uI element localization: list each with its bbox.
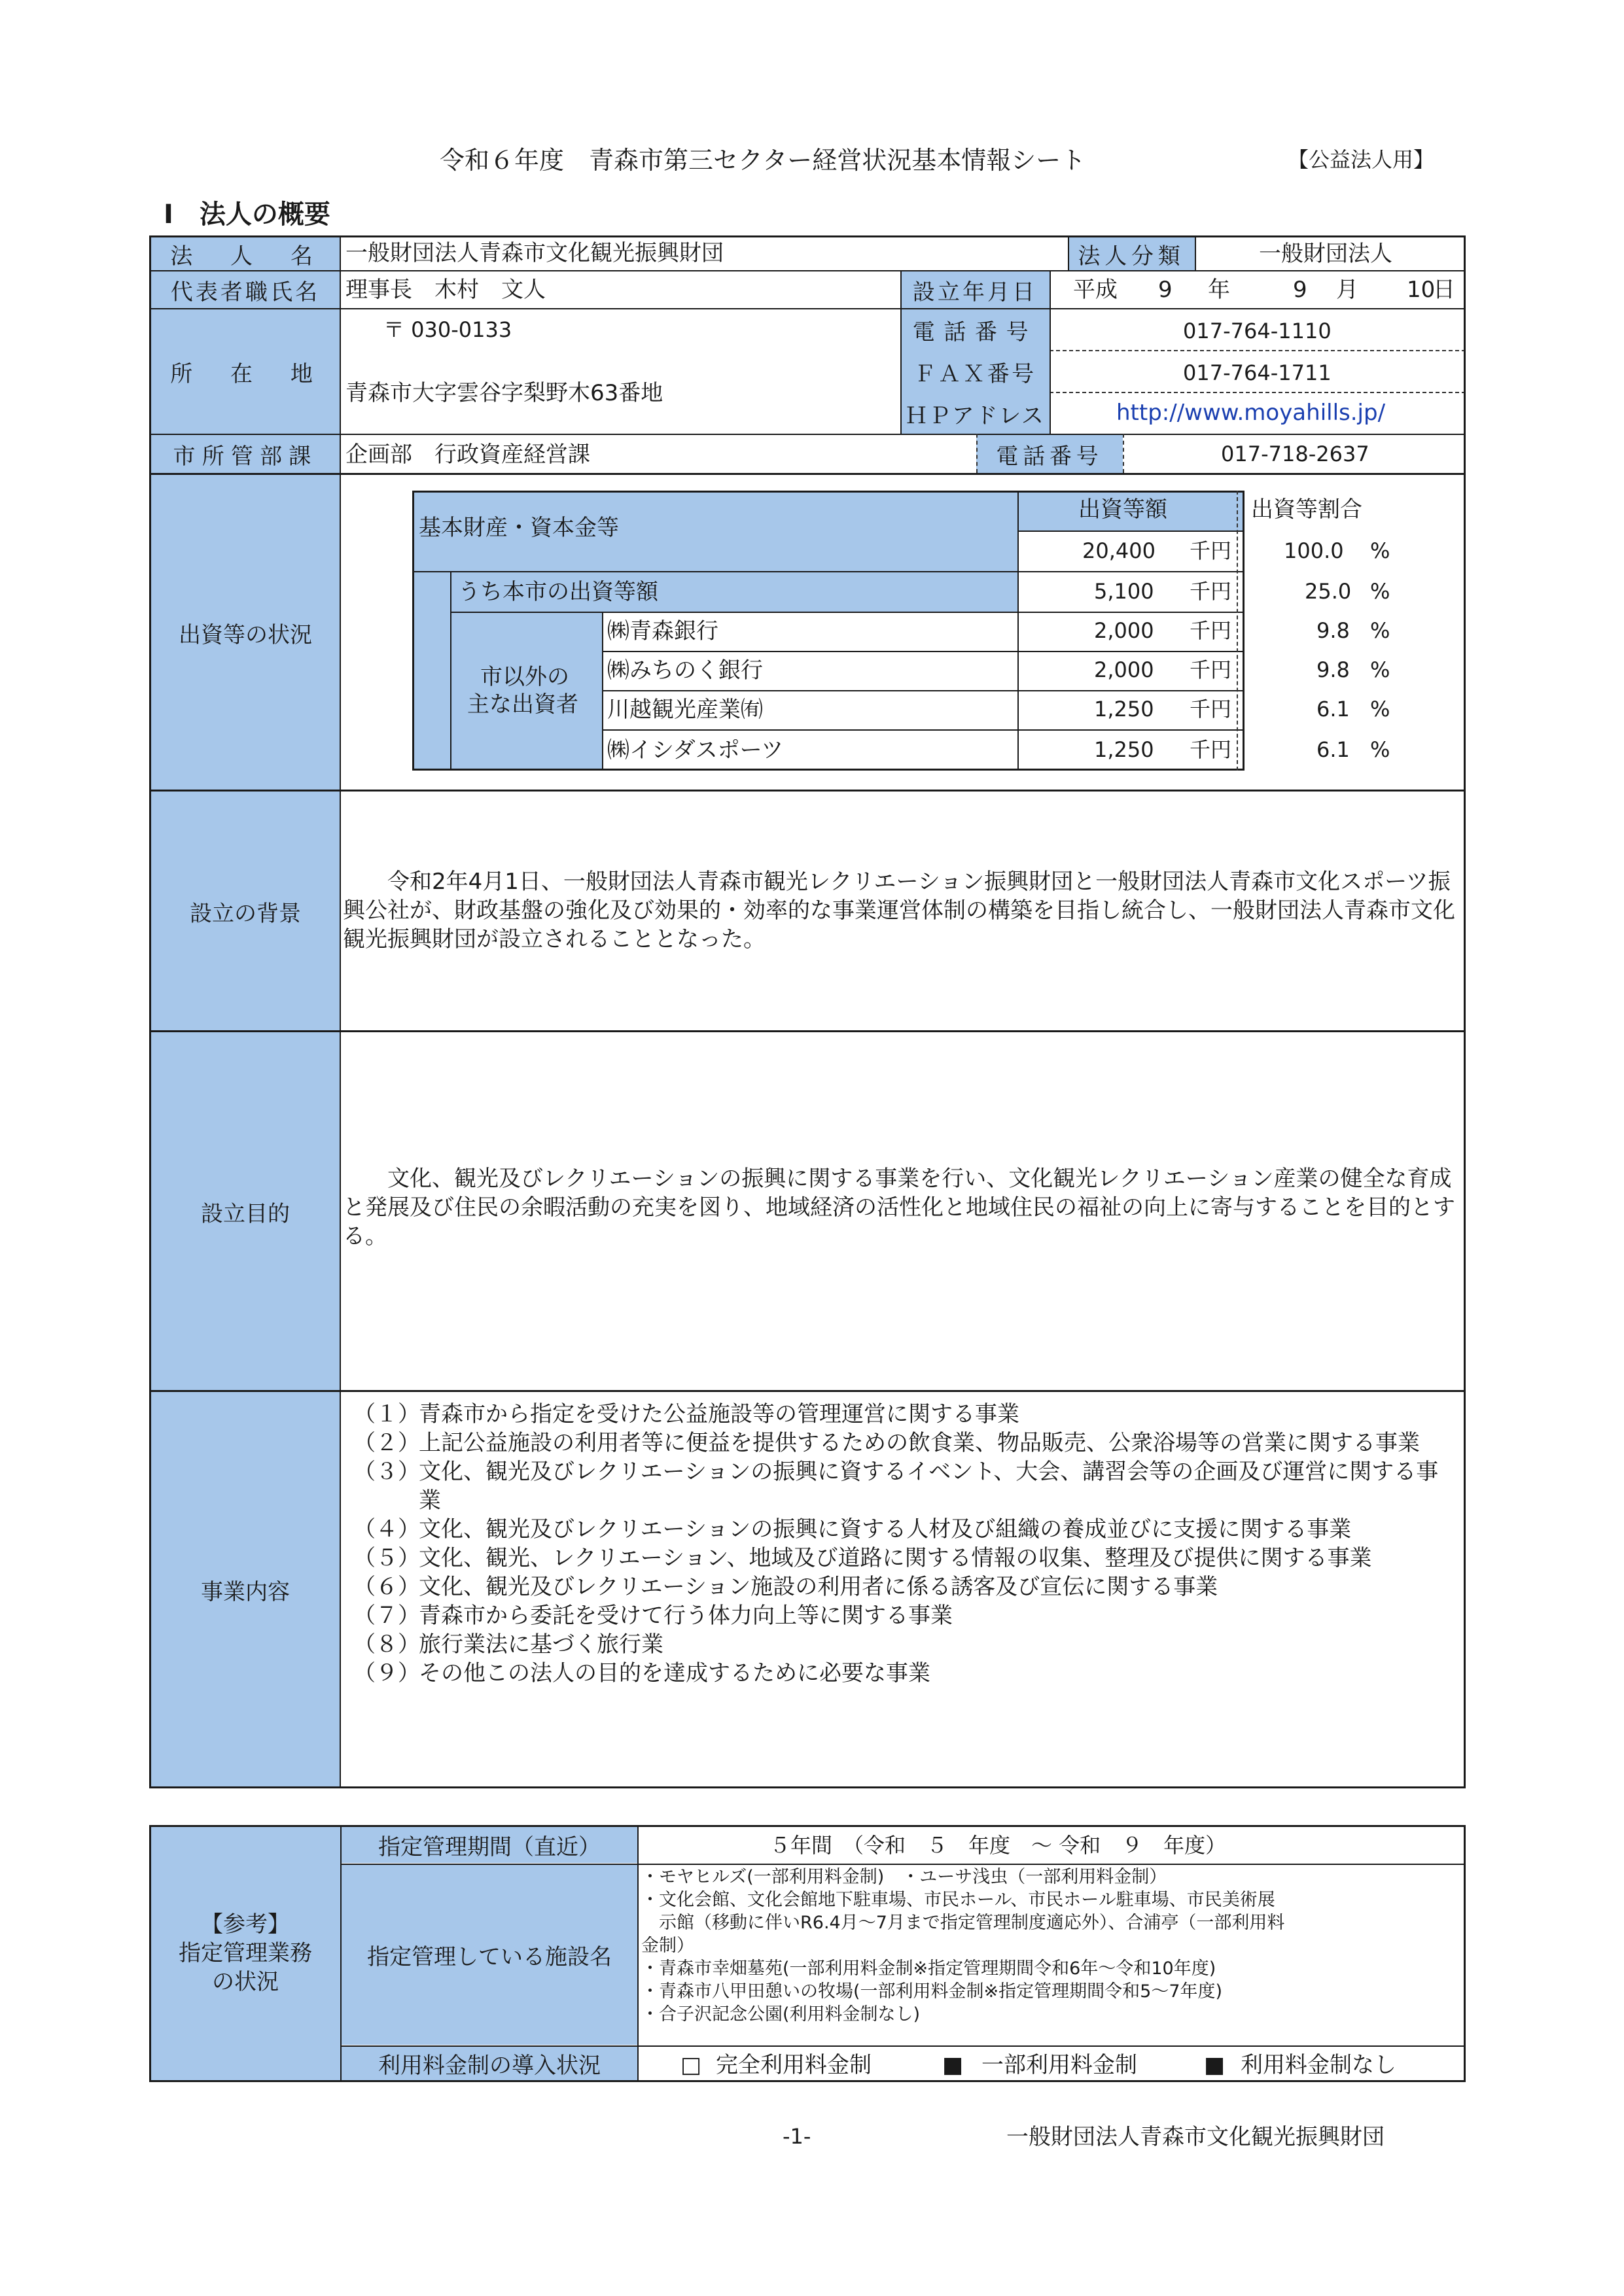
list-item: ・モヤヒルズ(一部利用料金制) ・ユーサ浅虫（一部利用料金制）: [641, 1867, 1167, 1887]
form-type-tag: 【公益法人用】: [1288, 147, 1435, 172]
checked-box-icon: ■: [942, 2052, 964, 2078]
facilities-label: 指定管理している施設名: [342, 1864, 637, 2045]
capital-label: 出資等の状況: [150, 475, 340, 790]
period-label: 指定管理期間（直近）: [342, 1826, 637, 1863]
city-investment-label: うち本市の出資等額: [458, 579, 658, 605]
tel-value: 017-764-1110: [1183, 319, 1332, 343]
business-label: 事業内容: [150, 1392, 340, 1787]
corp-name-label: 法 人 名: [150, 237, 340, 271]
dept-label: 市所管部課: [150, 434, 340, 474]
other-investors-label: 市以外の: [480, 664, 569, 690]
list-item: （４） 文化、観光及びレクリエーションの振興に資する人材及び組織の養成並びに支援に関する事業: [353, 1516, 1352, 1542]
period-value: ５年間 （令和 ５ 年度 ～ 令和 ９ 年度）: [769, 1833, 1227, 1858]
list-item: （１） 青森市から指定を受けた公益施設等の管理運営に関する事業: [353, 1401, 1019, 1427]
list-item: （７） 青森市から委託を受けて行う体力向上等に関する事業: [353, 1603, 953, 1629]
postal-code: 〒 030-0133: [383, 317, 512, 342]
purpose-label: 設立目的: [150, 1032, 340, 1391]
representative: 理事長 木村 文人: [345, 277, 546, 303]
list-item: 金制）: [641, 1936, 694, 1956]
list-item: （８） 旅行業法に基づく旅行業: [353, 1631, 663, 1658]
facilities-list: [641, 1866, 1459, 2026]
section-heading: Ⅰ 法人の概要: [164, 200, 330, 230]
fee-label: 利用料金制の導入状況: [342, 2046, 637, 2080]
hp-label: ＨＰアドレス: [900, 392, 1050, 434]
homepage-link[interactable]: http://www.moyahills.jp/: [1116, 400, 1386, 426]
background-label: 設立の背景: [150, 791, 340, 1031]
list-item: 示館（移動に伴いR6.4月～7月まで指定管理制度適応外）、合浦亭（一部利用料: [641, 1913, 1285, 1933]
address: 青森市大字雲谷字梨野木63番地: [345, 380, 663, 406]
corp-name: 一般財団法人青森市文化観光振興財団: [345, 240, 724, 266]
tel-label: 電話番号: [900, 309, 1050, 351]
corp-class-label: 法人分類: [1068, 237, 1195, 271]
list-item: ・合子沢記念公園(利用料金制なし): [641, 2004, 921, 2025]
list-item: （２） 上記公益施設の利用者等に便益を提供するための飲食業、物品販売、公衆浴場等の営業に関する事業: [353, 1430, 1420, 1456]
list-item: （６） 文化、観光及びレクリエーション施設の利用者に係る誘客及び宣伝に関する事業: [353, 1574, 1218, 1600]
business-list: [353, 1400, 1439, 1688]
dept-value: 企画部 行政資産経営課: [345, 442, 590, 468]
unchecked-box-icon: □: [680, 2052, 702, 2078]
footer-organization: 一般財団法人青森市文化観光振興財団: [1006, 2124, 1385, 2150]
ratio-header: 出資等割合: [1251, 496, 1362, 523]
rep-label: 代表者職氏名: [150, 271, 340, 309]
purpose-text: 文化、観光及びレクリエーションの振興に関する事業を行い、文化観光レクリエーション産業の健全な育成と発展及び住民の余暇活動の充実を図り、地域経済の活性化と地域住民の福祉の向上に寄与することを目的とする。: [343, 1166, 1455, 1249]
list-item: ・青森市八甲田憩いの牧場(一部利用料金制※指定管理期間令和5～7年度): [641, 1981, 1223, 2002]
amount-header: 出資等額: [1078, 496, 1167, 523]
list-item: ・文化会館、文化会館地下駐車場、市民ホール、市民ホール駐車場、市民美術展: [641, 1890, 1275, 1910]
background-text: 令和2年4月1日、一般財団法人青森市観光レクリエーション振興財団と一般財団法人青森市文化スポーツ振興公社が、財政基盤の強化及び効果的・効率的な事業運営体制の構築を目指し統合し、一般財団法人青森市文化観光振興財団が設立されることとなった。: [343, 869, 1455, 952]
list-item: （９） その他この法人の目的を達成するために必要な事業: [353, 1660, 930, 1686]
list-item: （３） 文化、観光及びレクリエーションの振興に資するイベント、大会、講習会等の企画及び運営に関する事業: [353, 1459, 1439, 1514]
fax-value: 017-764-1711: [1183, 360, 1332, 385]
list-item: （５） 文化、観光、レクリエーション、地域及び道路に関する情報の収集、整理及び提供に関する事業: [353, 1545, 1372, 1571]
address-label: 所 在 地: [150, 309, 340, 434]
corp-class: 一般財団法人: [1259, 241, 1392, 267]
other-investors-label-2: 主な出資者: [467, 691, 578, 718]
est-date-label: 設立年月日: [900, 271, 1050, 309]
list-item: ・青森市幸畑墓苑(一部利用料金制※指定管理期間令和6年～令和10年度): [641, 1958, 1216, 1979]
dept-tel-label: 電話番号: [976, 434, 1123, 474]
checked-box-icon: ■: [1204, 2052, 1226, 2078]
fax-label: ＦＡＸ番号: [900, 351, 1050, 392]
document-title: 令和６年度 青森市第三セクター経営状況基本情報シート: [440, 146, 1086, 175]
dept-tel-value: 017-718-2637: [1221, 442, 1369, 466]
reference-label: 【参考】 指定管理業務 の状況: [150, 1826, 340, 2080]
page-number: -1-: [783, 2124, 811, 2149]
basic-assets-label: 基本財産・資本金等: [419, 515, 619, 541]
